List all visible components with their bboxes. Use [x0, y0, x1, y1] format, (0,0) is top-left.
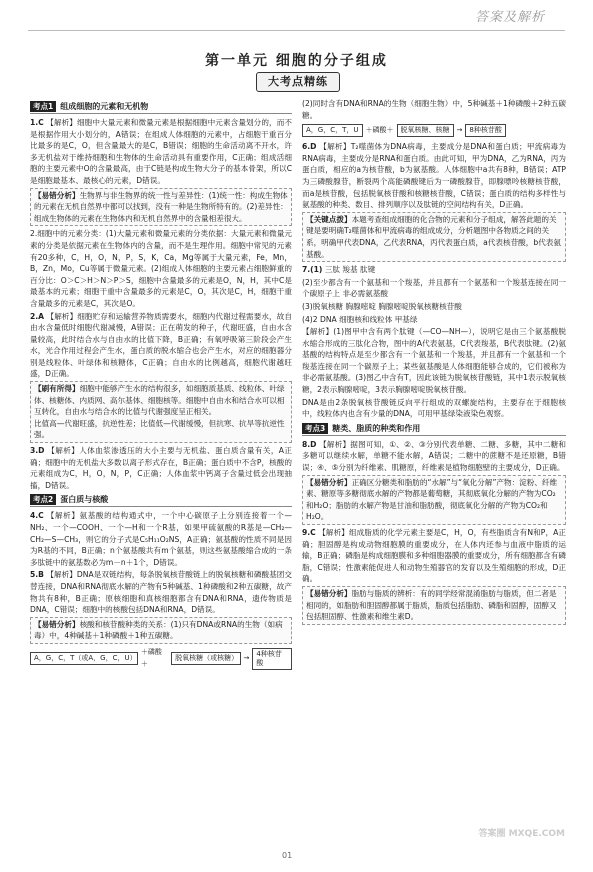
diagram-bases: A，G，C，T（或A，G，C，U）: [30, 652, 138, 665]
nucleotide-diagram: [302, 124, 566, 137]
section-banner: 大考点精练: [256, 72, 340, 92]
section-title: 组成细胞的元素和无机物: [60, 101, 149, 111]
diagram-sugar: 脱氧核糖（或核糖）: [171, 652, 240, 665]
answer-number: 9.C: [302, 528, 316, 537]
tip-text: 脂肪与脂质的辨析：有的同学经常混淆脂肪与脂质，但二者是相同的，如脂肪和胆固醇都属于脂质，脂质包括脂肪、磷脂和固醇，固醇又包括胆固醇、性激素和维生素D。: [306, 588, 557, 622]
diagram-plus: ＋磷酸＋: [365, 125, 394, 134]
answer-number: 3.D: [30, 446, 45, 456]
answer-text: 【解析】DNA是双链结构，每条脱氧核苷酸链上的脱氧核糖和磷酸基团交替连接，DNA和RNA彻底水解的产物有5种碱基、1种磷酸和2种五碳糖，故产物共有8种，B正确；原核细胞和真核细胞都含有DNA和RNA，遗传物质是DNA，C错误；细胞中的核酸包括DNA和RNA，D错误。: [30, 570, 292, 615]
answer-3: [30, 445, 292, 491]
tip-box: [302, 586, 566, 625]
tip-label: 【关键点拨】: [306, 214, 352, 224]
answer-line: (2)至少都含有一个氨基和一个羧基，并且都有一个氨基和一个羧基连接在同一个碳原子上 非必需氨基酸: [302, 277, 566, 299]
tip-text: 核酸和核苷酸种类的关系：(1)只有DNA或RNA的生物（如病毒）中，4种碱基＋1种磷酸＋1种五碳糖。: [34, 619, 283, 641]
arrow-icon: →: [456, 125, 463, 134]
answer-number: 6.D: [302, 142, 317, 152]
left-column: [30, 98, 292, 674]
diagram-bases: A，G，C，T，U: [302, 124, 363, 137]
unit-title: 第一单元 细胞的分子组成: [205, 53, 388, 69]
answer-text: 【解析】细胞贮存和运输营养物质需要水，细胞内代谢过程需要水，故自由水含量低时细胞代谢减慢，A错误；正在萌发的种子，代谢旺盛，自由水含量较高，此时结合水与自由水的比值下降，B正确；有氧呼吸第三阶段会产生水，光合作用过程会产生水，蛋白质的脱水缩合也会产生水，对应的细胞器分别是线粒体、叶绿体和核糖体，C正确；自由水的比例越高，细胞代谢越旺盛，D正确。: [30, 311, 292, 379]
answer-number: 2.A: [30, 311, 45, 321]
answer-line: 【解析】(1)图甲中含有两个肽键（—CO—NH—），说明它是由三个氨基酸脱水缩合形成的三肽化合物，图中的A代表氨基，C代表羧基，B代表肽键。(2)氨基酸的结构特点是至少都含有一个氨基和一个羧基，并且都有一个氨基和一个羧基连接在同一个碳原子上；某些氨基酸是人体细胞能够合成的，它们被称为非必需氨基酸。(3)图乙中含有T，因此该链为脱氧核苷酸链，其中1表示脱氧核糖，2表示胸腺嘧啶，3表示胸腺嘧啶脱氧核苷酸。: [302, 327, 566, 395]
section-header-2: [30, 493, 292, 507]
tip-text: 细胞中能够产生水的结构很多，如细胞质基质、线粒体、叶绿体、核糖体、内质网、高尔基体、细胞核等。细胞中自由水和结合水可以相互转化，自由水与结合水的比值与代谢强度呈正相关。: [34, 384, 285, 417]
answer-line: DNA是由2条脱氧核苷酸链反向平行组成的双螺旋结构，主要存在于细胞核中，线粒体内也含有少量的DNA，可用甲基绿染液染色观察。: [302, 397, 566, 419]
diagram-output: 8种核苷酸: [465, 124, 505, 137]
tip-text: 本题考查组成细胞的化合物的元素和分子组成，解答此题的关键是要明确T₂噬菌体和甲流病毒的组成成分，分析题图中各物质之间的关系，明确甲代表DNA，乙代表RNA，丙代表蛋白质，a代表核苷酸，b代表氨基酸。: [306, 214, 561, 259]
tip-text: 生物界与非生物界的统一性与差异性：(1)统一性：构成生物体的元素在无机自然界中都可以找到，没有一种是生物所特有的。(2)差异性：组成生物体的元素在生物体内和无机自然界中的含量相差很大。: [34, 190, 288, 223]
section-title: 蛋白质与核酸: [60, 495, 109, 505]
answer-8: [302, 439, 566, 474]
answer-number: 4.C: [30, 511, 44, 521]
note-text: (2)同时含有DNA和RNA的生物（细胞生物）中，5种碱基＋1种磷酸＋2种五碳糖。: [302, 99, 566, 120]
tip-box: [30, 188, 292, 227]
diagram-sugar: 脱氧核糖、核糖: [397, 124, 454, 137]
page-header: [0, 0, 593, 34]
answer-2: [30, 311, 292, 381]
answer-text: 【解析】组成脂质的化学元素主要是C，H，O，有些脂质含有N和P，A正确；胆固醇是构成动物细胞膜的重要成分，在人体内还参与血液中脂质的运输，B正确；磷脂是构成细胞膜和多种细胞器膜的重要成分，所有细胞都含有磷脂，C错误；性激素能促进人和动物生殖器官的发育以及生殖细胞的形成，D正确。: [302, 528, 566, 584]
answer-text: 【解析】T₂噬菌体为DNA病毒，主要成分是DNA和蛋白质；甲流病毒为RNA病毒，主要成分是RNA和蛋白质。由此可知，甲为DNA，乙为RNA，丙为蛋白质，相应的a为核苷酸，b为氨基酸。人体细胞中a共有8种，B错误；ATP为三磷酸腺苷，断裂两个高能磷酸键后为一磷酸腺苷，即腺嘌呤核糖核苷酸，而a是核苷酸，包括脱氧核苷酸和核糖核苷酸，C错误；蛋白质的结构多样性与氨基酸的种类、数目、排列顺序以及肽链的空间结构有关，D正确。: [302, 142, 567, 210]
answer-text: 【解析】细胞中大量元素和微量元素是根据细胞中元素含量划分的，而不是根据作用大小划分的，A错误；在组成人体细胞的元素中，占细胞干重百分比最多的是C，O，但含量最大的是C，B错误；细胞的生命活动离不开水，许多无机盐对于维持细胞和生物体的生命活动具有重要作用，C正确；组成活细胞的主要元素中O的含量最高，由于C链是构成生物大分子的基本骨架，所以C是细胞最基本、最核心的元素，D错误。: [30, 118, 293, 185]
nucleotide-diagram: [30, 647, 292, 670]
tip-box: [302, 212, 566, 262]
answer-text: 【解析】氨基酸的结构通式中，一个中心碳原子上分别连接着一个—NH₂、一个—COOH、一个—H和一个R基，如果甲硫氨酸的R基是—CH₂—CH₂—S—CH₃，则它的分子式是C₅H₁₁O₂NS，A正确；氨基酸的性质不同是因为R基的不同，B正确；n个氨基酸共有m个氨基，则这些氨基酸缩合成的一条多肽链中的氨基数必为m－n＋1个，D错误。: [30, 511, 292, 567]
tip-label: 【易错分析】: [306, 477, 352, 487]
answer-number: 1.C: [30, 118, 44, 127]
answer-1: [30, 117, 292, 187]
section-tag: 考点3: [302, 423, 328, 434]
section-header-3: [302, 422, 566, 436]
diagram-output: 4种核苷酸: [252, 648, 292, 670]
answer-line: (3)脱氧核糖 胸腺嘧啶 胸腺嘧啶脱氧核糖核苷酸: [302, 301, 462, 311]
tip-label: 【刷有所得】: [34, 384, 80, 394]
section-tag: 考点2: [30, 494, 56, 505]
section-tag: 考点1: [30, 101, 56, 112]
answer-6: [302, 141, 566, 211]
answer-text: 【解析】人体血浆渗透压的大小主要与无机盐、蛋白质含量有关，A正确；细胞中的无机盐大多数以离子形式存在，B正确；蛋白质中不含P，核酸的元素组成为C，H，O，N，P，C正确；人体血浆中钙离子含量过低会出现抽搐，D错误。: [30, 446, 292, 490]
answer-line: (4)2 DNA 细胞核和线粒体 甲基绿: [302, 314, 418, 324]
tip-label: 【易错分析】: [34, 619, 80, 629]
answer-5: [30, 569, 292, 615]
tip-box: [302, 475, 566, 525]
tip-text: 比值高—代谢旺盛，抗逆性差；比值低—代谢缓慢，但抗寒、抗旱等抗逆性强。: [34, 418, 285, 440]
answer-7: [302, 264, 566, 276]
answer-number: 8.D: [302, 439, 317, 449]
answer-number: 5.B: [30, 570, 44, 580]
tip-label: 【易错分析】: [34, 190, 80, 200]
answer-number: 7.(1): [302, 265, 323, 275]
diagram-plus: ＋磷酸＋: [140, 647, 162, 668]
tip-box: [30, 617, 292, 644]
right-column: [302, 98, 566, 627]
answer-9: [302, 527, 566, 585]
tip-label: 【易错分析】: [306, 588, 352, 598]
answer-text: 【解析】据图可知，①、②、③分别代表单糖、二糖、多糖，其中二糖和多糖可以继续水解，单糖不能水解，A错误；二糖中的蔗糖不是还原糖，B错误；④、⑤分别为纤维素、肌糖原，纤维素是植物细胞壁的主要成分，D正确。: [302, 439, 566, 473]
answer-text: 三肽 羧基 肽键: [324, 265, 376, 275]
header-divider: [28, 30, 565, 31]
note-text: 2.细胞中的元素分类：(1)大量元素和微量元素的分类依据：大量元素和微量元素的分类是依据元素在生物体内的含量，而不是生理作用。细胞中常见的元素有20多种，C，H，O，N，P，S，K，Ca，Mg等属于大量元素，Fe，Mn，B，Zn，Mo，Cu等属于微量元素。(2)组成人体细胞的主要元素占细胞鲜重的百分比：O＞C＞H＞N＞P＞S，细胞中含量最多的元素是O，N，H，其中C是最基本的元素；细胞干重中含量最多的元素是C，O，其次是C，H，细胞干重含量最多的元素是C，其次是O。: [30, 229, 292, 308]
section-header-1: [30, 100, 292, 114]
page-number: 01: [282, 851, 293, 860]
watermark: 答案圈 MXQE.COM: [478, 829, 565, 839]
tip-text: 正确区分糖类和脂肪的“水解”与“氧化分解”产物：淀粉、纤维素、糖原等多糖彻底水解的产物都是葡萄糖，其彻底氧化分解的产物为CO₂和H₂O；脂肪的水解产物是甘油和脂肪酸，彻底氧化分解的产物为CO₂和H₂O。: [306, 477, 558, 522]
answer-4: [30, 510, 292, 568]
section-title: 糖类、脂质的种类和作用: [332, 423, 421, 433]
arrow-icon: →: [243, 653, 250, 662]
header-title: 答案及解析: [474, 10, 545, 25]
tip-box: [30, 381, 292, 443]
